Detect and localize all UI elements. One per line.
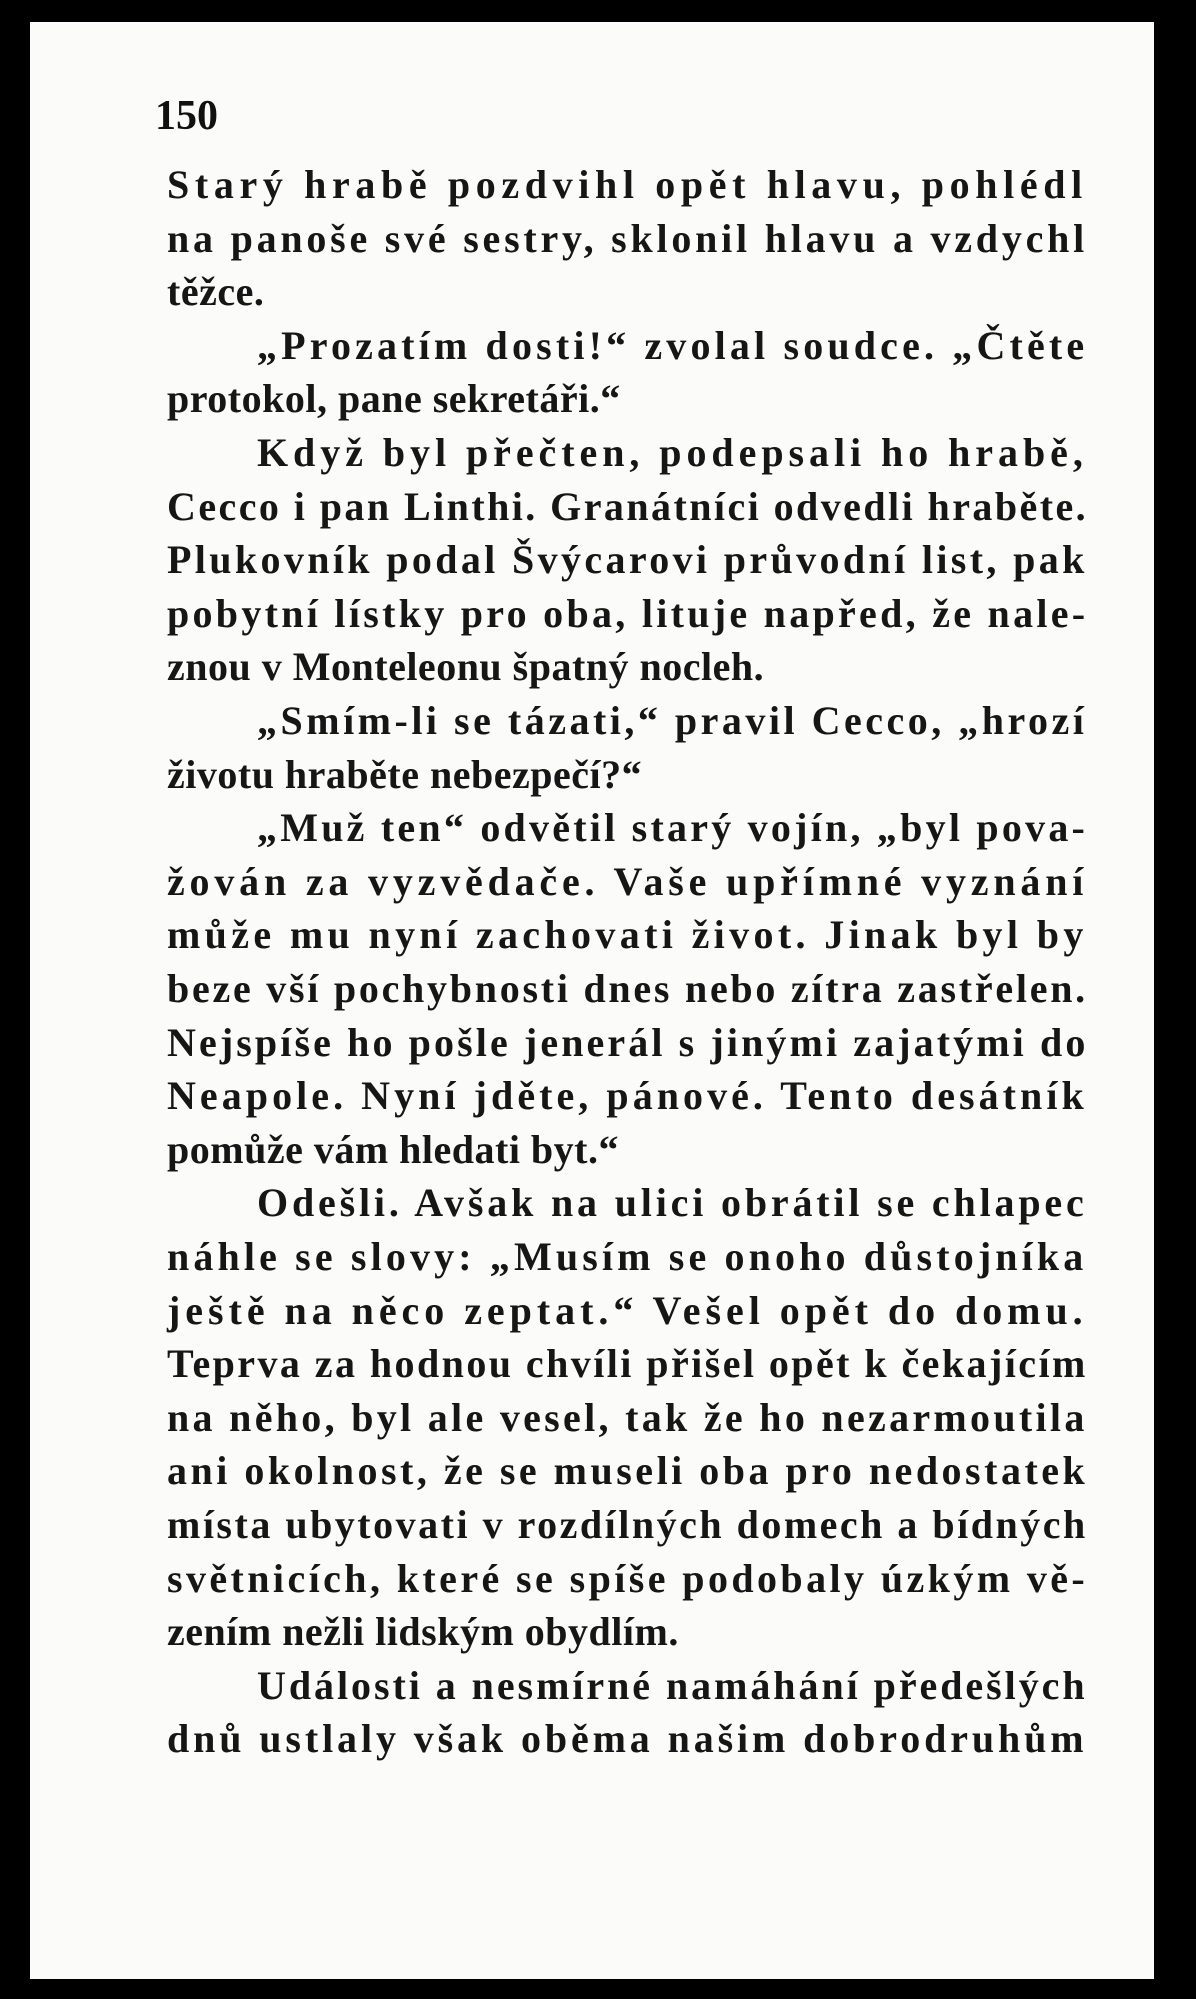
text-line: Když byl přečten, podepsali ho hrabě, (257, 430, 1088, 475)
text-line: na panoše své sestry, sklonil hlavu a vzdychl (167, 215, 1089, 261)
text-line: životu hraběte nebezpečí?“ (167, 751, 643, 797)
page-number: 150 (155, 93, 218, 139)
text-line: těžce. (167, 269, 265, 315)
text-line: Neapole. Nyní jděte, pánové. Tento desátník (167, 1073, 1088, 1119)
text-line: znou v Monteleonu špatný nocleh. (167, 644, 765, 690)
text-line: Cecco i pan Linthi. Granátníci odvedli hraběte. (167, 483, 1089, 529)
text-line: náhle se slovy: „Musím se onoho důstojníka (167, 1234, 1088, 1279)
text-line: zením nežli lidským obydlím. (167, 1609, 679, 1655)
text-line: na něho, byl ale vesel, tak že ho nezarmoutila (167, 1394, 1088, 1440)
text-line: Události a nesmírné namáhání předešlých (257, 1662, 1088, 1708)
text-line: Plukovník podal Švýcarovi průvodní list, pak (167, 537, 1088, 583)
text-line: protokol, pane sekretáři.“ (167, 376, 621, 422)
text-line: může mu nyní zachovati život. Jinak byl by (167, 912, 1088, 958)
text-line: Teprva za hodnou chvíli přišel opět k čekajícím (167, 1341, 1088, 1387)
text-line: Starý hrabě pozdvihl opět hlavu, pohlédl (167, 162, 1088, 207)
text-line: ani okolnost, že se museli oba pro nedostatek (167, 1448, 1089, 1494)
text-line: beze vší pochybnosti dnes nebo zítra zastřelen. (167, 966, 1088, 1011)
text-line: Nejspíše ho pošle jenerál s jinými zajatými do (167, 1019, 1089, 1065)
text-line: „Smím-li se tázati,“ pravil Cecco, „hrozí (257, 698, 1088, 743)
text-line: Odešli. Avšak na ulici obrátil se chlapec (257, 1180, 1088, 1226)
text-line: dnů ustlaly však oběma našim dobrodruhům (167, 1716, 1088, 1762)
text-line: světnicích, které se spíše podobaly úzkým vě- (167, 1555, 1089, 1601)
text-line: „Prozatím dosti!“ zvolal soudce. „Čtěte (257, 322, 1089, 368)
book-page (30, 22, 1154, 1979)
text-line: ještě na něco zeptat.“ Vešel opět do domu. (167, 1287, 1088, 1333)
text-line: místa ubytovati v rozdílných domech a bídných (167, 1502, 1088, 1547)
text-line: pomůže vám hledati byt.“ (167, 1126, 619, 1172)
text-line: „Muž ten“ odvětil starý vojín, „byl pova- (257, 805, 1089, 851)
text-line: pobytní lístky pro oba, lituje napřed, že nale- (167, 590, 1089, 636)
text-line: žován za vyzvědače. Vaše upřímné vyznání (167, 858, 1089, 904)
